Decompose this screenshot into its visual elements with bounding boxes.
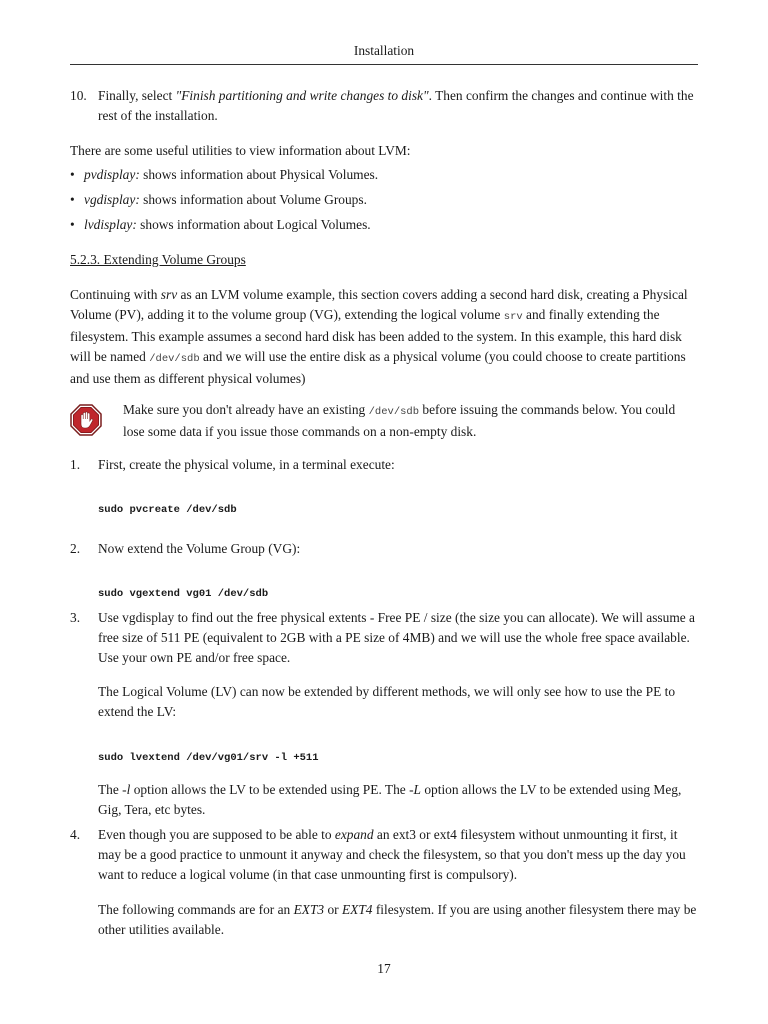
section-intro-paragraph: Continuing with srv as an LVM volume example, this section covers adding a second hard disk, creating a Physical Volume (PV), adding it to the volume group (VG), extending the logical volume srv and finally extending the filesystem. This example assumes a second hard disk has been added to the system. In this example, this hard disk will be named /dev/sdb and we will use the entire disk as a physical volume (you could choose to create partitions and use them as different physical volumes) (70, 287, 688, 386)
step-note: The -l option allows the LV to be extended using PE. The -L option allows the LV to be extended using Meg, Gig, Tera, etc bytes. (98, 782, 682, 817)
step-number: 3. (70, 610, 81, 625)
code-block: sudo lvextend /dev/vg01/srv -l +511 (98, 752, 319, 764)
list-item (70, 190, 698, 210)
list-item-step-3 (70, 608, 698, 668)
option-flag: -L (409, 782, 421, 797)
step-text: First, create the physical volume, in a terminal execute: (98, 457, 395, 472)
command-name: lvdisplay: (84, 217, 137, 232)
running-header: Installation (353, 43, 415, 58)
step-text: Even though you are supposed to be able to expand an ext3 or ext4 filesystem without unmounting it first, it may be a good practice to unmount it anyway and check the filesystem, so that you don't mess up the day you want to reduce a logical volume (in that case unmounting first is compulsory). (98, 827, 686, 882)
step-text: Use vgdisplay to find out the free physical extents - Free PE / size (the size you can allocate). We will assume a free size of 511 PE (equivalent to 2GB with a PE size of 4MB) and we will use the whole free space available. Use your own PE and/or free space. (98, 610, 695, 665)
bullet-glyph: • (70, 217, 75, 232)
list-item-step-10 (70, 86, 698, 126)
code-block: sudo pvcreate /dev/sdb (98, 504, 237, 516)
step-number: 4. (70, 827, 81, 842)
list-item-step-2 (70, 539, 698, 559)
step-text: Finally, select (98, 88, 176, 103)
list-item (70, 165, 698, 185)
inline-code: /dev/sdb (149, 353, 200, 365)
step-number: 10. (70, 88, 87, 103)
emphasized-text: srv (160, 287, 178, 302)
bullet-glyph: • (70, 167, 75, 182)
command-name: pvdisplay: (84, 167, 140, 182)
step-number: 1. (70, 457, 81, 472)
code-block: sudo vgextend vg01 /dev/sdb (98, 588, 269, 600)
list-item (70, 215, 698, 235)
bullet-glyph: • (70, 192, 75, 207)
filesystem-name: EXT3 (293, 902, 325, 917)
command-name: vgdisplay: (84, 192, 140, 207)
page-number: 17 (377, 961, 391, 976)
command-desc: shows information about Volume Groups. (139, 192, 367, 207)
stop-hand-icon (70, 404, 102, 436)
command-desc: shows information about Logical Volumes. (136, 217, 371, 232)
list-item-step-4 (70, 825, 698, 885)
inline-code: srv (503, 311, 523, 323)
step-number: 2. (70, 541, 81, 556)
inline-code: /dev/sdb (368, 406, 420, 418)
section-heading[interactable]: 5.2.3. Extending Volume Groups (70, 252, 246, 267)
warning-text: Make sure you don't already have an existing /dev/sdb before issuing the commands below. You could lose some data if you issue those commands on a non-empty disk. (123, 402, 676, 439)
header-rule (70, 64, 698, 65)
utilities-intro: There are some useful utilities to view information about LVM: (70, 143, 411, 158)
step-subparagraph: The following commands are for an EXT3 or EXT4 filesystem. If you are using another filesystem there may be other utilities available. (98, 902, 697, 937)
step-subparagraph: The Logical Volume (LV) can now be extended by different methods, we will only see how to use the PE to extend the LV: (98, 684, 676, 719)
list-item-step-1 (70, 455, 698, 475)
filesystem-name: EXT4 (341, 902, 373, 917)
step-text: . Then confirm the changes and continue with the rest of the installation. (98, 88, 694, 123)
command-desc: shows information about Physical Volumes. (139, 167, 379, 182)
step-text: Now extend the Volume Group (VG): (98, 541, 301, 556)
option-flag: -l (122, 782, 131, 797)
emphasized-text: expand (334, 827, 374, 842)
emphasized-text: "Finish partitioning and write changes to disk" (175, 88, 429, 103)
